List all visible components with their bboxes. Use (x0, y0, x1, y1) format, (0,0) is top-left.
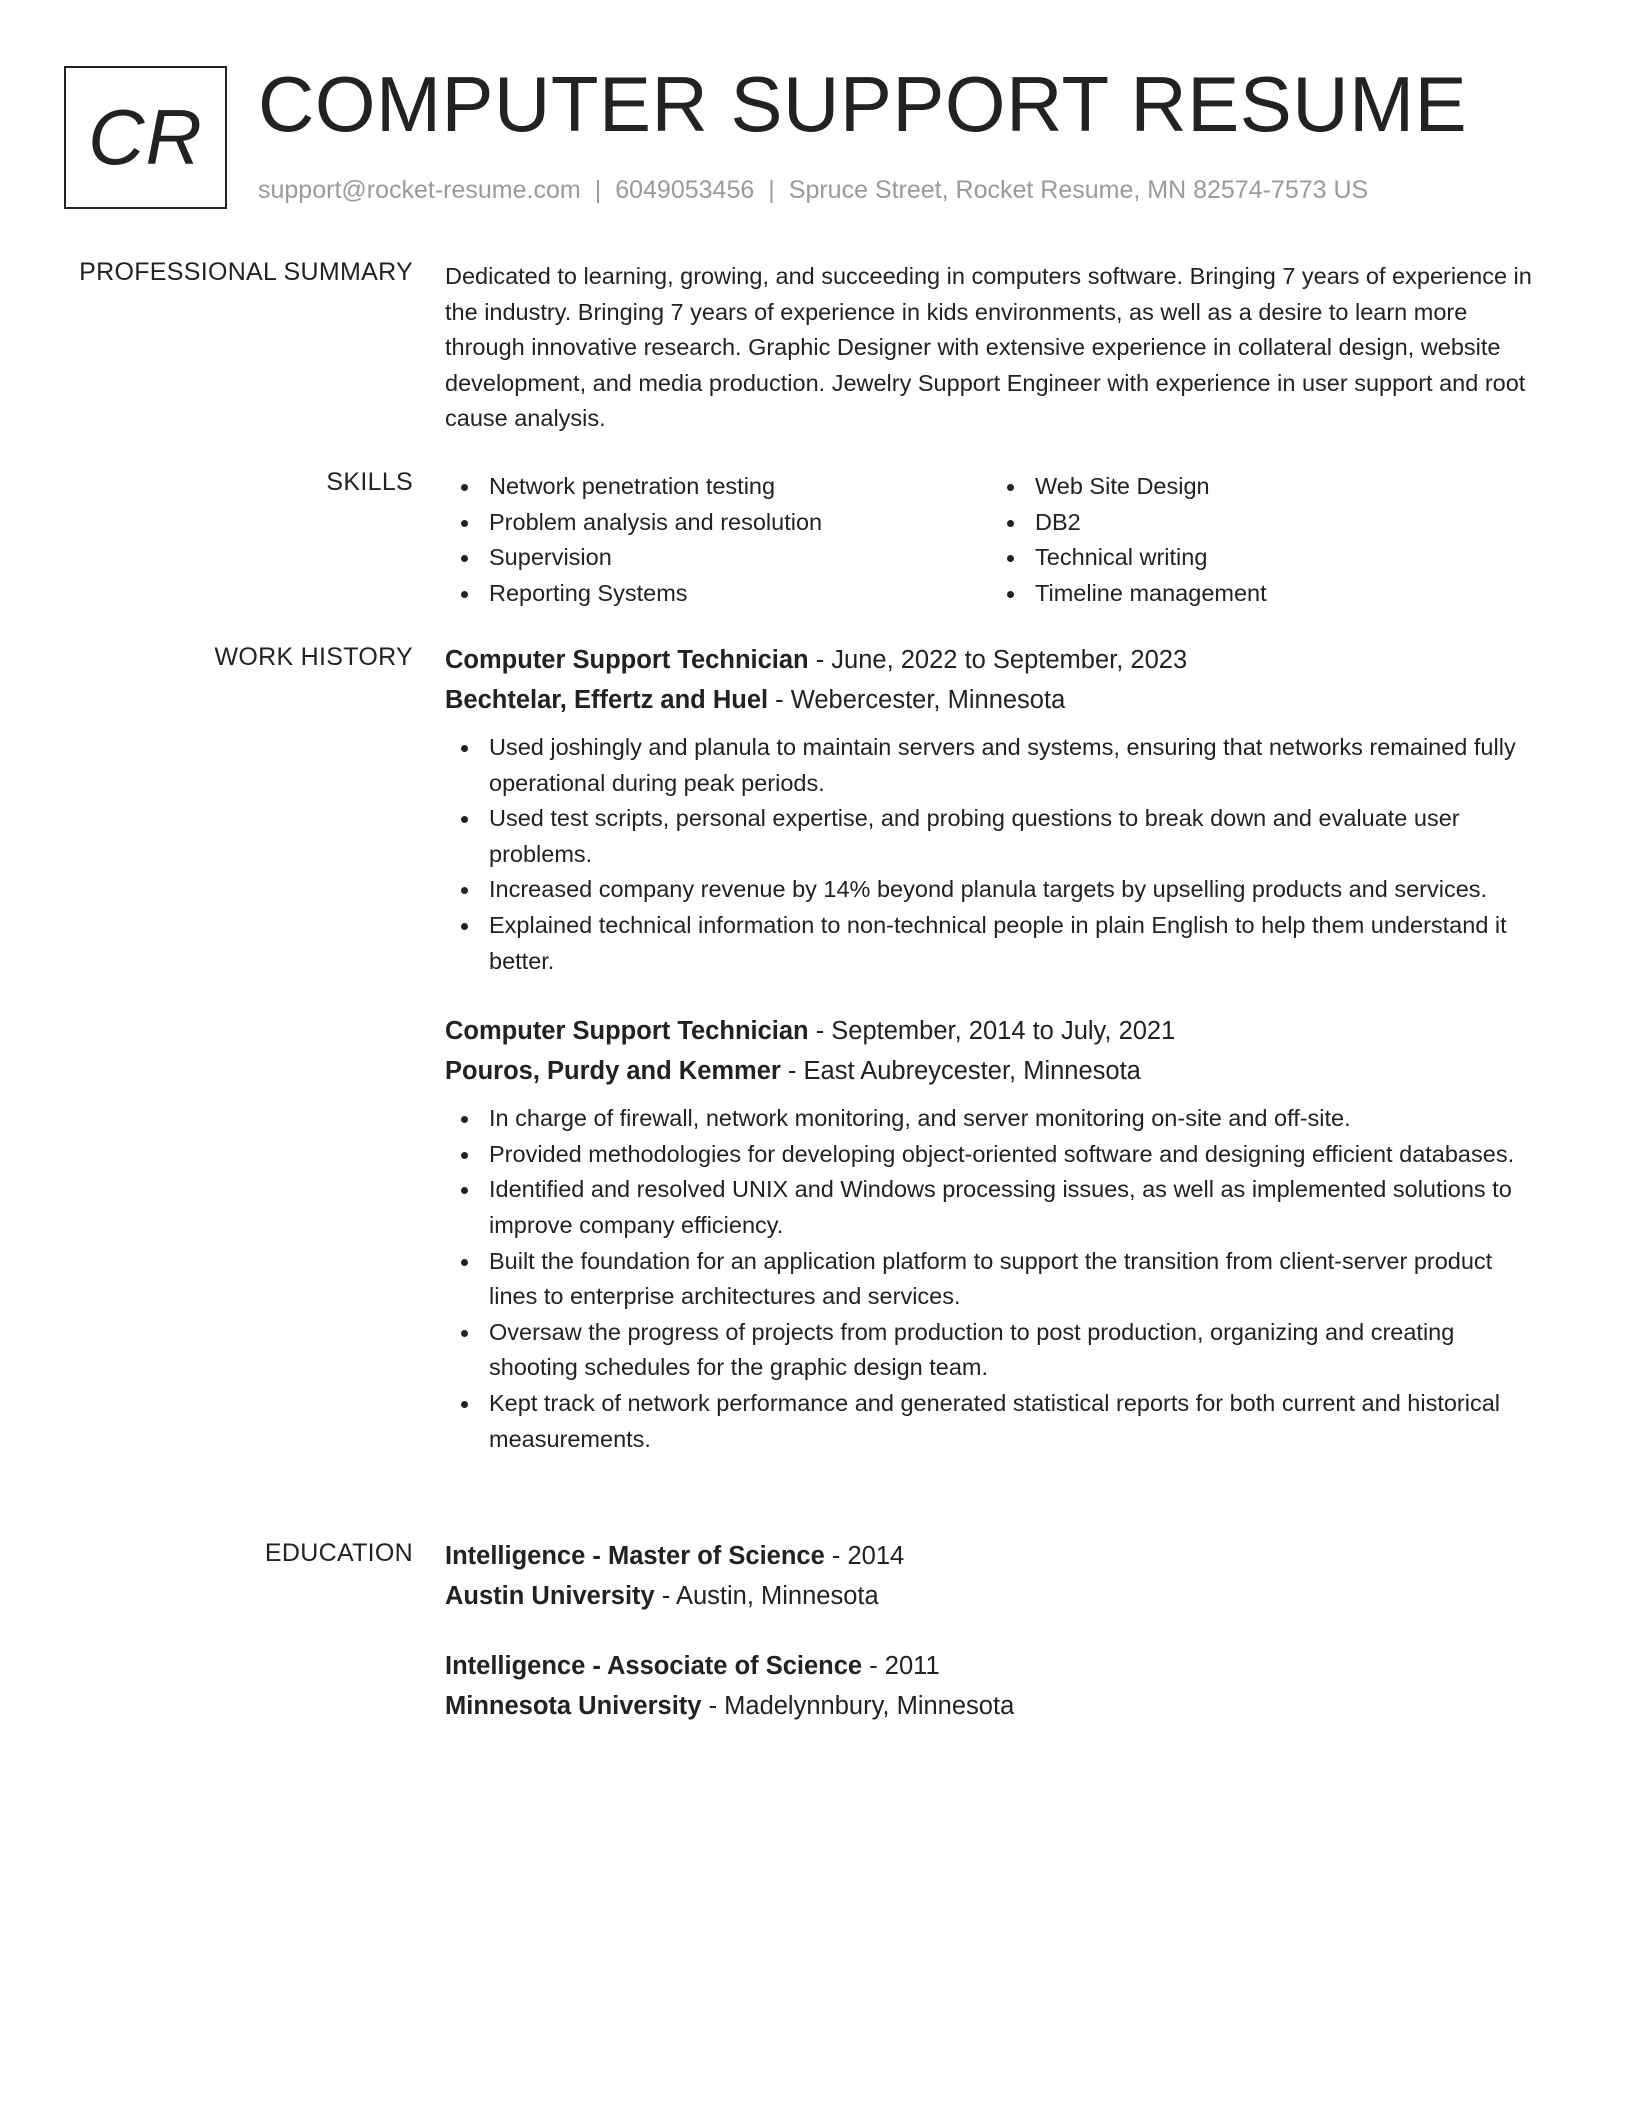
job-bullets (445, 1101, 1545, 1457)
job-bullets (445, 730, 1545, 979)
skill-item: Network penetration testing (445, 469, 991, 505)
job-bullet: Explained technical information to non-technical people in plain English to help them understand it better. (445, 908, 1545, 979)
skill-item: Problem analysis and resolution (445, 505, 991, 541)
degree-year: - 2014 (824, 1542, 905, 1570)
skill-item: DB2 (991, 505, 1537, 541)
school-location: - Madelynnbury, Minnesota (701, 1692, 1015, 1720)
skills-list-left (445, 469, 991, 611)
job-location: - Webercester, Minnesota (768, 686, 1066, 714)
skills-heading: SKILLS (326, 468, 413, 496)
job-bullet: Used test scripts, personal expertise, and probing questions to break down and evaluate user problems. (445, 801, 1545, 872)
education-heading: EDUCATION (264, 1539, 413, 1567)
skill-item: Technical writing (991, 540, 1537, 576)
education-entry (445, 1536, 1545, 1616)
school-line (445, 1576, 1545, 1616)
job-entry (445, 640, 1545, 979)
job-title-line (445, 640, 1545, 680)
job-company: Bechtelar, Effertz and Huel (445, 686, 769, 714)
resume-title: COMPUTER SUPPORT RESUME (258, 60, 1468, 148)
school-location: - Austin, Minnesota (654, 1582, 879, 1610)
job-bullet: Built the foundation for an application platform to support the transition from client-server product lines to enterprise architectures and services. (445, 1244, 1545, 1315)
contact-line (258, 176, 1368, 205)
contact-separator: | (768, 176, 775, 204)
skill-item: Supervision (445, 540, 991, 576)
education-entry (445, 1646, 1545, 1726)
work-history-heading: WORK HISTORY (214, 643, 413, 671)
school-name: Minnesota University (445, 1692, 702, 1720)
skills-list-right (991, 469, 1537, 611)
skills-columns (445, 469, 1545, 611)
contact-email[interactable]: support@rocket-resume.com (258, 176, 581, 204)
job-title: Computer Support Technician (445, 1017, 809, 1046)
job-company: Pouros, Purdy and Kemmer (445, 1057, 781, 1086)
job-company-line (445, 1051, 1545, 1091)
school-line (445, 1686, 1545, 1726)
job-bullet: Increased company revenue by 14% beyond planula targets by upselling products and services. (445, 872, 1545, 908)
job-bullet: Kept track of network performance and generated statistical reports for both current and historical measurements. (445, 1386, 1545, 1457)
job-dates: - June, 2022 to September, 2023 (808, 646, 1188, 674)
degree-line (445, 1536, 1545, 1576)
job-entry (445, 1011, 1545, 1457)
job-title: Computer Support Technician (445, 646, 809, 674)
contact-separator: | (594, 176, 602, 204)
summary-text: Dedicated to learning, growing, and succeeding in computers software. Bringing 7 years of experience in the industry. Bringing 7 years of experience in kids environments, as well as a desire to learn more through innovative research. Graphic Designer with extensive experience in collateral design, website development, and media production. Jewelry Support Engineer with experience in user support and root cause analysis. (445, 263, 1532, 432)
job-bullet: In charge of firewall, network monitoring, and server monitoring on-site and off-site. (445, 1101, 1545, 1137)
job-dates: - September, 2014 to July, 2021 (808, 1017, 1176, 1046)
skill-item: Reporting Systems (445, 576, 991, 612)
skill-item: Timeline management (991, 576, 1537, 612)
monogram-logo (64, 66, 227, 209)
contact-phone[interactable]: 6049053456 (615, 176, 755, 204)
skill-item: Web Site Design (991, 469, 1537, 505)
job-company-line (445, 680, 1545, 720)
school-name: Austin University (445, 1582, 655, 1610)
contact-address: Spruce Street, Rocket Resume, MN 82574-7573 US (788, 176, 1369, 204)
job-bullet: Provided methodologies for developing object-oriented software and designing efficient databases. (445, 1137, 1545, 1173)
degree-name: Intelligence - Associate of Science (445, 1652, 863, 1680)
job-bullet: Identified and resolved UNIX and Windows processing issues, as well as implemented solutions to improve company efficiency. (445, 1172, 1545, 1243)
degree-line (445, 1646, 1545, 1686)
degree-name: Intelligence - Master of Science (445, 1542, 825, 1570)
job-location: - East Aubreycester, Minnesota (780, 1057, 1141, 1086)
job-bullet: Used joshingly and planula to maintain servers and systems, ensuring that networks remained fully operational during peak periods. (445, 730, 1545, 801)
job-title-line (445, 1011, 1545, 1051)
summary-heading: PROFESSIONAL SUMMARY (79, 258, 413, 286)
job-bullet: Oversaw the progress of projects from production to post production, organizing and creating shooting schedules for the graphic design team. (445, 1315, 1545, 1386)
degree-year: - 2011 (862, 1652, 940, 1680)
monogram-text: CR (88, 93, 203, 181)
